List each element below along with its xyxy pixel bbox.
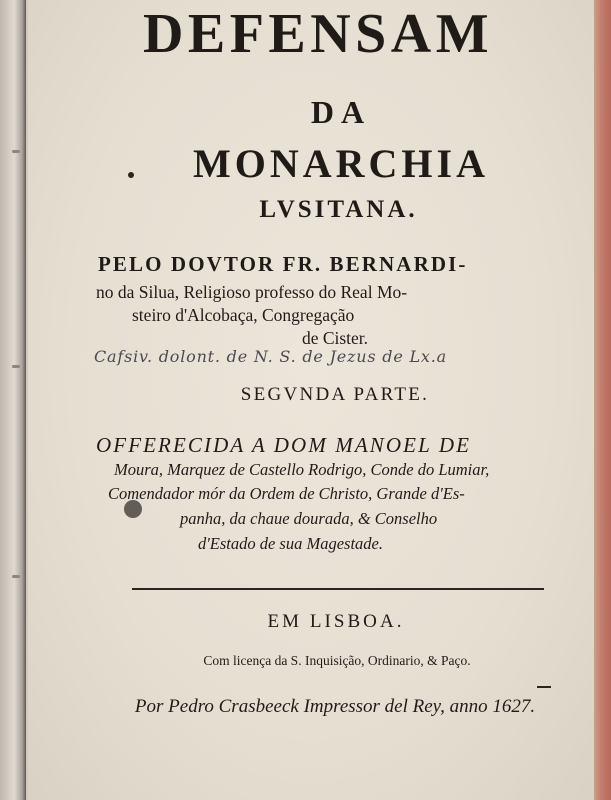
title-line-3: MONARCHIA [193, 141, 489, 186]
binding-stitch [12, 150, 20, 153]
title-line-2: DA [310, 94, 372, 130]
imprint-place: EM LISBOA. [267, 611, 405, 632]
dedication-line-5: d'Estado de sua Magestade. [198, 534, 384, 553]
author-line-1: PELO DOVTOR FR. BERNARDI- [98, 252, 468, 276]
title-line-1: DEFENSAM [142, 3, 494, 65]
book-spine [0, 0, 26, 800]
dedication-line-4: panha, da chaue dourada, & Conselho [180, 509, 438, 528]
dedication-line-2: Moura, Marquez de Castello Rodrigo, Conde do Lumiar, [114, 460, 490, 479]
imprint-license: Com licença da S. Inquisição, Ordinario, & Paço. [203, 653, 471, 668]
binding-stitch [12, 575, 20, 578]
dedication-line-3: Comendador mór da Ordem de Christo, Grande d'Es- [108, 484, 465, 503]
title-line-4: LVSITANA. [259, 196, 418, 223]
part-label: SEGVNDA PARTE. [240, 384, 430, 405]
title-page [28, 0, 594, 800]
author-line-3: steiro d'Alcobaça, Congregação [132, 305, 355, 325]
printer-mark [537, 686, 551, 688]
imprint-printer: Por Pedro Crasbeeck Impressor del Rey, anno 1627. [134, 696, 536, 717]
page-edge [594, 0, 611, 800]
author-line-2: no da Silua, Religioso professo do Real Mo- [96, 282, 408, 302]
binding-stitch [12, 365, 20, 368]
author-line-4: de Cister. [301, 328, 369, 348]
handwritten-inscription: Cafsiv. dolont. de N. S. de Jezus de Lx.a [94, 347, 447, 366]
horizontal-rule [132, 588, 544, 590]
dedication-line-1: OFFERECIDA A DOM MANOEL DE [96, 433, 472, 457]
